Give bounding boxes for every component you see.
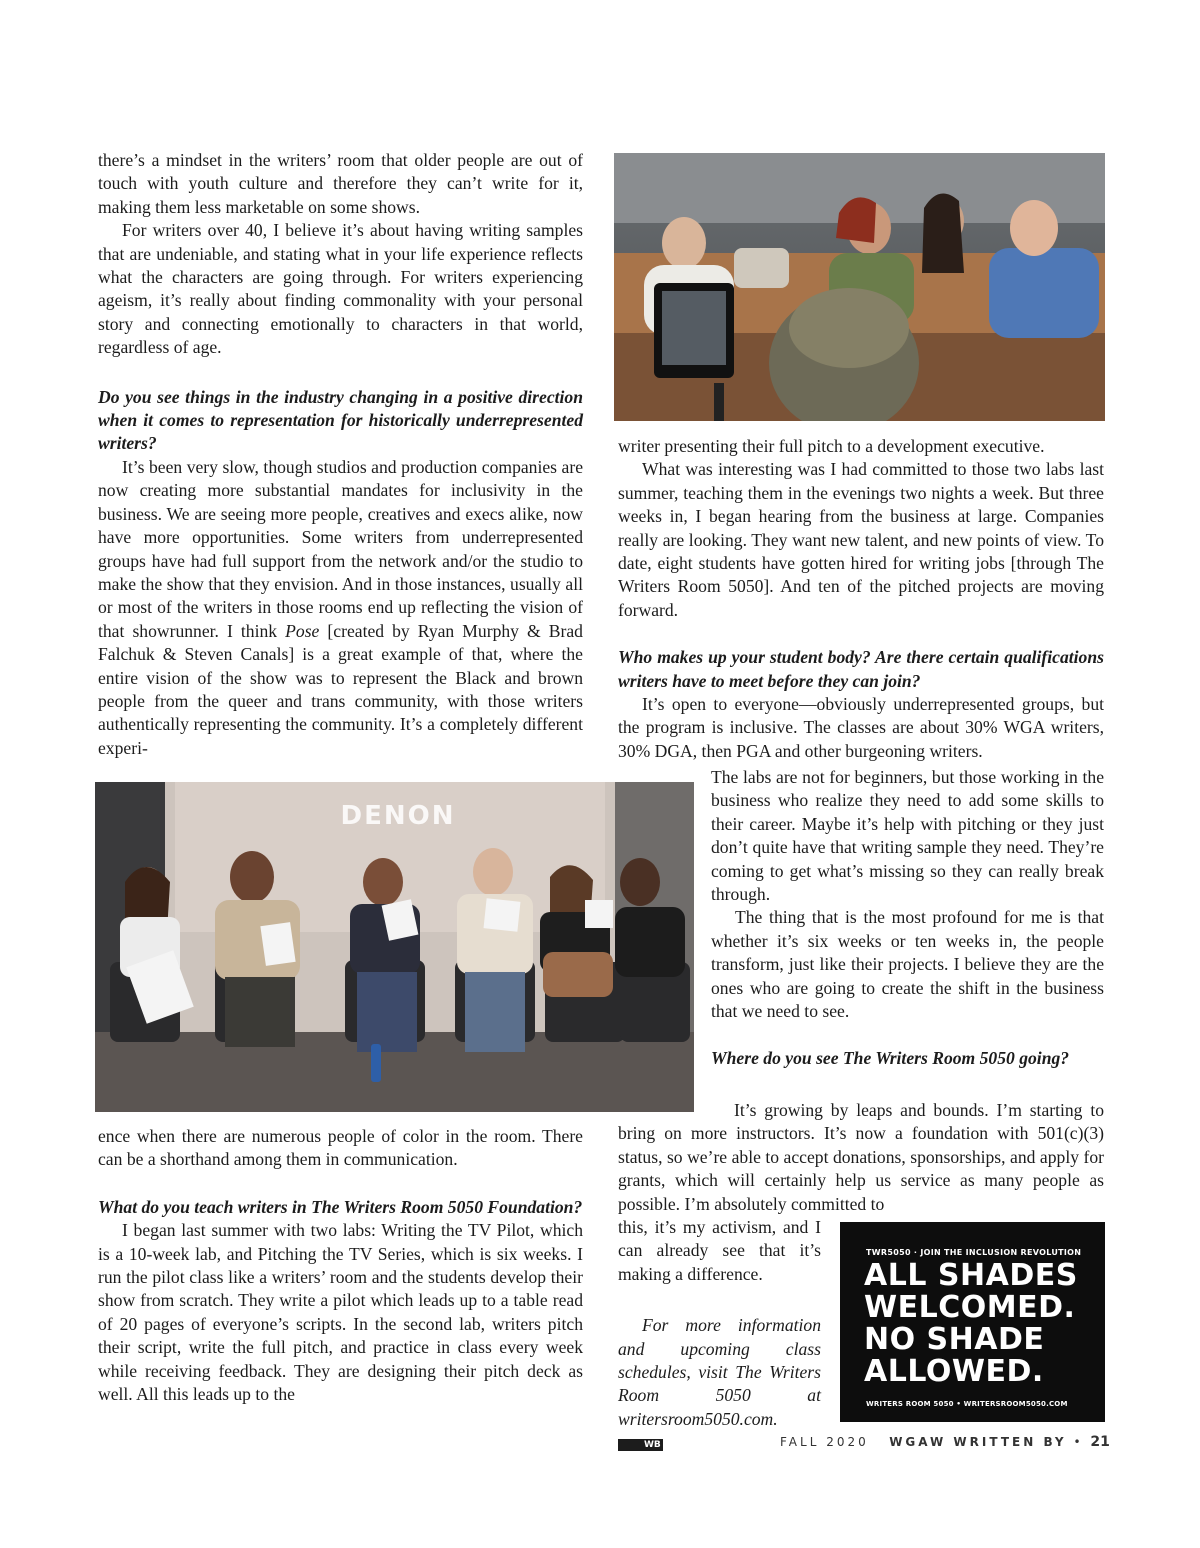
paragraph: The labs are not for beginners, but those working in the business who realize they need to add some skills to their career. Maybe it’s help with pitching or they just don’t quite have that writing sample they need. They’re coming to get what’s missing so they can really break through. <box>711 767 1104 905</box>
question-heading: What do you teach writers in The Writers Room 5050 Foundation? <box>98 1196 583 1217</box>
info-note: For more information and upcoming class schedules, visit The Writers Room 5050 at writersroom5050.com. WB <box>618 1315 821 1451</box>
paragraph: this, it’s my activism, and I can already see that it’s making a difference. <box>618 1217 821 1284</box>
photo-pitch-session <box>614 153 1105 421</box>
right-column-last <box>618 1216 821 1455</box>
page-footer <box>780 1434 1110 1450</box>
paragraph: It’s open to everyone—obviously underrepresented groups, but the program is inclusive. The classes are about 30% WGA writers, 30% DGA, then PGA and other burgeoning writers. <box>618 694 1104 761</box>
paragraph: writer presenting their full pitch to a development executive. <box>618 436 1045 456</box>
question-heading: Who makes up your student body? Are there certain qualifications writers have to meet before they can join? <box>618 647 1104 691</box>
paragraph: It’s growing by leaps and bounds. I’m starting to bring on more instructors. It’s now a foundation with 501(c)(3) status, so we’re able to accept donations, sponsorships, and apply for grants, which will certainly help us service as many people as possible. I’m absolutely committed to <box>618 1100 1104 1214</box>
show-title: Pose <box>285 620 320 641</box>
end-mark-icon: WB <box>618 1439 663 1451</box>
right-column-mid <box>711 766 1104 1071</box>
photo-table-read <box>95 782 694 1112</box>
paragraph: It’s been very slow, though studios and production companies are now creating more substantial mandates for inclusivity in the business. We are seeing more people, creatives and execs alike, now have more opportunities. Some writers from underrepresented groups have had full support from the network and/or the studio to make the show that they envision. And in those instances, usually all or most of the writers in those rooms end up reflecting the vision of that showrunner. I think Pose [created by Ryan Murphy & Brad Falchuk & Steven Canals] is a great example of that, where the entire vision of the show was to represent the Black and brown people from the queer and trans community, with those writers authentically representing the community. It’s a completely different experi- <box>98 456 583 758</box>
right-column-top <box>618 435 1104 763</box>
footer-season: FALL 2020 <box>780 1435 869 1449</box>
question-heading: Where do you see The Writers Room 5050 going? <box>711 1048 1070 1069</box>
paragraph: I began last summer with two labs: Writing the TV Pilot, which is a 10-week lab, and Pitching the TV Series, which is six weeks. I run the pilot class like a writers’ room and the students develop their show from scratch. They write a pilot which leads up to a table read of 20 pages of everyone’s scripts. In the second lab, writers pitch their script, write the full pitch, and practice in class every week while receiving feedback. They are designing their pitch deck as well. All this leads up to the <box>98 1220 583 1405</box>
left-column-top <box>98 149 583 760</box>
left-column-bottom <box>98 1125 583 1406</box>
paragraph: The thing that is the most profound for me is that whether it’s six weeks or ten weeks in, the people transform, just like their projects. I believe they are the ones who are going to create the shift in the business that we need to see. <box>711 907 1104 1022</box>
footer-publication: WGAW WRITTEN BY <box>889 1435 1067 1449</box>
paragraph: ence when there are numerous people of color in the room. There can be a shorthand among them in communication. <box>98 1126 583 1170</box>
footer-bullet: • <box>1073 1435 1084 1449</box>
promo-graphic <box>840 1222 1105 1422</box>
paragraph: What was interesting was I had committed to those two labs last summer, teaching them in the evenings two nights a week. But three weeks in, I began hearing from the business at large. Companies really are looking. They want new talent, and new points of view. To date, eight students have gotten hired for writing jobs [through The Writers Room 5050]. And ten of the pitched projects are moving forward. <box>618 459 1104 620</box>
denon-sign: DENON <box>340 801 456 831</box>
page-number: 21 <box>1090 1434 1110 1450</box>
paragraph: For writers over 40, I believe it’s about having writing samples that are undeniable, and stating what in your life experience reflects what the characters are going through. For writers experiencing ageism, it’s really about finding commonality with your personal story and connecting emotionally to characters in that world, regardless of age. <box>98 220 583 358</box>
promo-tagline: TWR5050 · JOIN THE INCLUSION REVOLUTION <box>866 1248 1082 1257</box>
paragraph: there’s a mindset in the writers’ room that older people are out of touch with youth culture and therefore they can’t write for it, making them less marketable on some shows. <box>98 150 583 217</box>
question-heading: Do you see things in the industry changing in a positive direction when it comes to representation for historically underrepresented writers? <box>98 386 583 454</box>
promo-slogan: ALL SHADES WELCOMED. NO SHADE ALLOWED. <box>864 1258 1078 1389</box>
promo-website: WRITERS ROOM 5050 • WRITERSROOM5050.COM <box>866 1400 1068 1408</box>
right-column-low <box>618 1099 1104 1216</box>
